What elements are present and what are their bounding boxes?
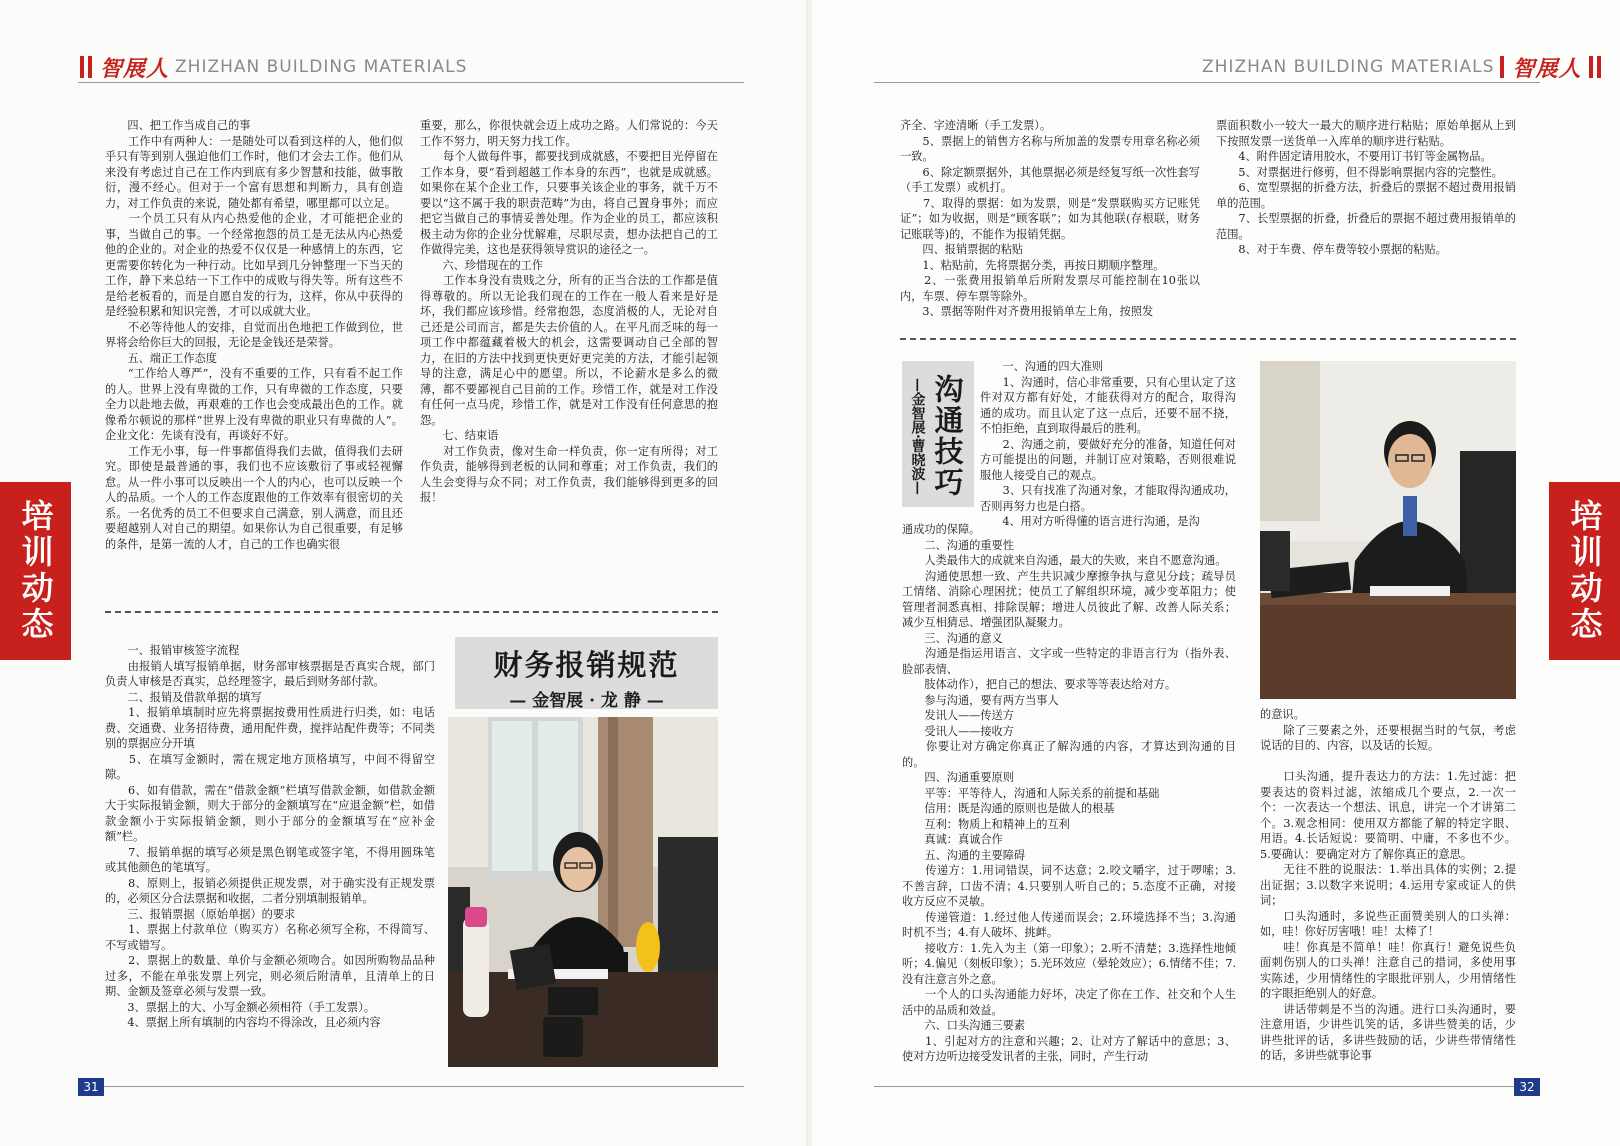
left-page bbox=[0, 0, 808, 1146]
header-bar-icon bbox=[1597, 56, 1601, 78]
brand-logo: 智展人 bbox=[100, 55, 170, 82]
section-divider bbox=[105, 611, 718, 613]
lower-column-1: 一、报销审核签字流程 由报销人填写报销单据，财务部审核票据是否真实合规，部门负责人审核是否真实，总经理签字，最后到财务部付款。 二、报销及借款单据的填写 1、报销单填制时应先将票据按费用性质进行归类，如：电话费、交通费、业务招待费，通用配件费，搅拌站配件费等；不同类别的票据应分开填 5、在填写金额时，需在规定地方顶格填写，中间不得留空隙。 6、如有借款，需在“借款金额”栏填写借款金额，如借款金额大于实际报销金额，则大于部分的金额填写在“应退金额”栏，如借款金额小于实际报销金额，则小于部分的金额填写在“应补金额”栏。 7、报销单据的填写必须是黑色钢笔或签字笔，不得用圆珠笔或其他颜色的笔填写。 8、原则上，报销必须提供正规发票，对于确实没有正规发票的，必须区分合法票据和收据，二者分别填制报销单。 三、报销票据（原始单据）的要求 1、票据上付款单位（购买方）名称必须写全称，不得简写、不写或错写。 2、票据上的数量、单价与金额必须吻合。如因所购物品品种过多，不能在单张发票上列完，则必须后附清单，且清单上的日期、金额及签章必须与发票一致。 3、票据上的大、小写金额必须相符（手工发票）。 4、票据上所有填制的内容均不得涂改，且必须内容 bbox=[105, 644, 435, 1029]
left-header bbox=[78, 52, 467, 82]
article-byline: — 金智展 · 龙 静 — bbox=[509, 691, 664, 711]
lower-column-2: 的意识。 除了三要素之外，还要根据当时的气氛，考虑说话的目的、内容，以及话的长短。 口头沟通，提升表达力的方法：1.先过滤：把要表达的资料过滤，浓缩成几个要点，2.一次一个：一次表达一个想法、讯息，讲完一个才讲第二个。3.观念相同：使用双方都能了解的特定字眼、用语。4.长话短说：要简明、中庸，不多也不少。5.要确认：要确定对方了解你真正的意思。 无往不胜的说服法：1.举出具体的实例；2.提出证据；3.以数字来说明；4.运用专家或证人的供词； 口头沟通时，多说些正面赞美别人的口头禅：如，哇！你好厉害哦！哇！太棒了！ 哇！你真是不简单！哇！你真行！避免说些负面刺伤别人的口头禅！注意自己的措词，多使用事实陈述，少用情绪性的字眼批评别人，少用情绪性的字眼拒绝别人的好意。 讲话带刺是不当的沟通。进行口头沟通时，要注意用语，少讲些讥笑的话，多讲些赞美的话，少讲些批评的话，多讲些鼓励的话，少讲些带情绪性的话，多讲些就事论事 bbox=[1260, 708, 1516, 1062]
brand-english: ZHIZHAN BUILDING MATERIALS bbox=[1202, 57, 1495, 77]
section-divider bbox=[900, 338, 1516, 340]
footer-rule bbox=[874, 1086, 1514, 1087]
header-bar-icon bbox=[1589, 56, 1593, 78]
article-byline: —金智展·曹晓波— bbox=[909, 377, 926, 495]
header-rule bbox=[874, 82, 1540, 83]
portrait-woman-at-desk bbox=[448, 717, 718, 1067]
header-bar-icon bbox=[88, 56, 92, 78]
right-page bbox=[812, 0, 1620, 1146]
author-photo bbox=[448, 717, 718, 1067]
footer-rule bbox=[104, 1086, 744, 1087]
article-title-box bbox=[455, 637, 718, 709]
header-rule bbox=[78, 82, 744, 83]
section-tab: 培训动态 bbox=[0, 482, 71, 660]
header-bar-icon bbox=[1500, 56, 1504, 78]
lower-column-1-top: 一、沟通的四大准则 1、沟通时，信心非常重要，只有心里认定了这件对双方都有好处，才能获得对方的配合，取得沟通的成功。而且认定了这一点后，还要不屈不挠，不怕拒绝，直到取得最后的胜利。 2、沟通之前，要做好充分的准备，知道任何对方可能提出的问题，并制订应对策略，否则很难说服他人接受自己的观点。 3、只有找准了沟通对象，才能取得沟通成功，否则再努力也是白搭。 4、用对方听得懂的语言进行沟通，是沟 bbox=[980, 360, 1236, 528]
brand-english: ZHIZHAN BUILDING MATERIALS bbox=[175, 57, 468, 77]
article-title-box bbox=[902, 361, 974, 507]
lower-column-1: 通成功的保障。 二、沟通的重要性 人类最伟大的成就来自沟通，最大的失败，来自不愿意沟通。 沟通使思想一致、产生共识减少摩擦争执与意见分歧；疏导员工情绪、消除心理困扰；使员工了解组织环境，减少变革阻力；使管理者洞悉真相、排除误解；增进人员彼此了解、改善人际关系；减少互相猜忌、增强团队凝聚力。 三、沟通的意义 沟通是指运用语言、文字或一些特定的非语言行为（指外表、脸部表情、 肢体动作），把自己的想法、要求等等表达给对方。 参与沟通，要有两方当事人 发讯人——传送方 受讯人——接收方 你要让对方确定你真正了解沟通的内容，才算达到沟通的目的。 四、沟通重要原则 平等：平等待人，沟通和人际关系的前提和基础 信用：既是沟通的原则也是做人的根基 互利：物质上和精神上的互利 真诚：真诚合作 五、沟通的主要障碍 传递方：1.用词错误，词不达意；2.咬文嚼字，过于啰嗦；3.不善言辞，口齿不清；4.只要别人听自己的；5.态度不正确，对接收方反应不灵敏。 传递管道：1.经过他人传递而误会；2.环境选择不当；3.沟通时机不当；4.有人破坏、挑衅。 接收方：1.先入为主（第一印象）；2.听不清楚；3.选择性地倾听；4.偏见（刻板印象）；5.光环效应（晕轮效应）；6.情绪不佳；7.没有注意言外之意。 一个人的口头沟通能力好坏，决定了你在工作、社交和个人生活中的品质和效益。 六、口头沟通三要素 1、引起对方的注意和兴趣；2、让对方了解话中的意思；3、使对方边听边接受发讯者的主张，同时，产生行动 bbox=[902, 523, 1236, 1063]
article-title: 沟通技巧 bbox=[930, 374, 965, 498]
upper-column-2: 重要，那么，你很快就会迈上成功之路。人们常说的：今天工作不努力，明天努力找工作。 每个人做每件事，都要找到成就感，不要把目光停留在工作本身，要“看到超越工作本身的东西”，也就是成就感。如果你在某个企业工作，只要事关该企业的事务，就千万不要以“这不属于我的职责范畴”为由，将自己置身事外；而应把它当做自己的事情妥善处理。作为企业的员工，都应该积极主动为你的企业分忧解难，尽职尽责，想办法把自己的工作做得完美，这也是获得领导赏识的途径之一。 六、珍惜现在的工作 工作本身没有贵贱之分，所有的正当合法的工作都是值得尊敬的。所以无论我们现在的工作在一般人看来是好是坏，我们都应该珍惜。经常抱怨，态度消极的人，无论对自己还是公司而言，都是失去价值的人。在平凡而乏味的每一项工作中都蕴藏着极大的机会，这需要调动自己全部的智力，在旧的方法中找到更快更好更完美的方法，才能引起领导的注意，满足心中的愿望。所以，不论薪水是多么的微薄，都不要鄙视自己目前的工作。珍惜工作，就是对工作没有任何一点马虎，珍惜工作，就是对工作没有任何意思的抱怨。 七、结束语 对工作负责，像对生命一样负责，你一定有所得；对工作负责，能够得到老板的认同和尊重；对工作负责，我们的人生会变得与众不同；对工作负责，我们能够得到更多的回报！ bbox=[420, 119, 718, 504]
brand-logo: 智展人 bbox=[1512, 55, 1582, 82]
page-number: 31 bbox=[78, 1078, 104, 1096]
section-tab: 培训动态 bbox=[1549, 482, 1620, 660]
right-header bbox=[1202, 52, 1603, 82]
upper-column-1: 四、把工作当成自己的事 工作中有两种人：一是随处可以看到这样的人，他们似乎只有等到别人强迫他们工作时，他们才会去工作。他们从来没有考虑过自己在工作内到底有多少智慧和技能，做事散衍，漫不经心。但对于一个富有思想和判断力，具有创造力，对工作负责的来说，随处都有希望，哪里都可以立足。 一个员工只有从内心热爱他的企业，才可能把企业的事，当做自己的事。一个经常抱怨的员工是无法从内心热爱他的企业的。对企业的热爱不仅仅是一种感情上的东西，它更需要你转化为一种行动。比如早到几分钟整理一下当天的工作，静下来总结一下工作中的成败与得失等。所有这些不是给老板看的，而是自愿自发的行为，这样，你从中获得的是经验积累和知识完善，才可以成就大业。 不必等待他人的安排，自觉而出色地把工作做到位，世界将会给你巨大的回报，无论是金钱还是荣誉。 五、端正工作态度 “工作给人尊严”，没有不重要的工作，只有看不起工作的人。世界上没有卑微的工作，只有卑微的工作态度，只要全力以赴地去做，再艰难的工作也会变成最出色的工作。就像希尔顿说的那样“世界上没有卑微的职业只有卑微的人”。企业文化：先谈有没有，再谈好不好。 工作无小事，每一件事都值得我们去做，值得我们去研究。即使是最普通的事，我们也不应该敷衍了事或轻视懈怠。从一件小事可以反映出一个人的内心，也可以反映一个人的品质。一个人的工作态度跟他的工作效率有很密切的关系。一名优秀的员工不但要求自己满意，别人满意，而且还要超越别人对自己的期望。如果你认为自己很重要，有足够的条件，是第一流的人才，自己的工作也确实很 bbox=[105, 119, 403, 551]
author-photo bbox=[1260, 361, 1516, 699]
upper-column-2: 票面积数小一较大一最大的顺序进行粘贴；原始单据从上到下按照发票一送货单一入库单的顺序进行粘贴。 4、附件固定请用胶水，不要用订书钉等金属物品。 5、对票据进行修剪，但不得影响票据内容的完整性。 6、宽型票据的折叠方法，折叠后的票据不超过费用报销单的范围。 7、长型票据的折叠，折叠后的票据不超过费用报销单的范围。 8、对于车费、停车费等较小票据的粘贴。 bbox=[1216, 119, 1516, 256]
upper-column-1: 齐全、字迹清晰（手工发票）。 5、票据上的销售方名称与所加盖的发票专用章名称必须一致。 6、除定额票据外，其他票据必须是经复写纸一次性套写（手工发票）或机打。 7、取得的票据：如为发票，则是“发票联购买方记账凭证”；如为收据，则是“顾客联”；如为其他联(存根联，财务记账联等)的，不能作为报销凭据。 四、报销票据的粘贴 1、粘贴前，先将票据分类，再按日期顺序整理。 2、一张费用报销单后所附发票尽可能控制在10张以内，车票、停车票等除外。 3、票据等附件对齐费用报销单左上角，按照发 bbox=[900, 119, 1200, 318]
portrait-man-at-desk bbox=[1260, 361, 1516, 699]
article-title: 财务报销规范 bbox=[493, 648, 680, 682]
page-number: 32 bbox=[1514, 1078, 1540, 1096]
header-bar-icon bbox=[80, 56, 84, 78]
